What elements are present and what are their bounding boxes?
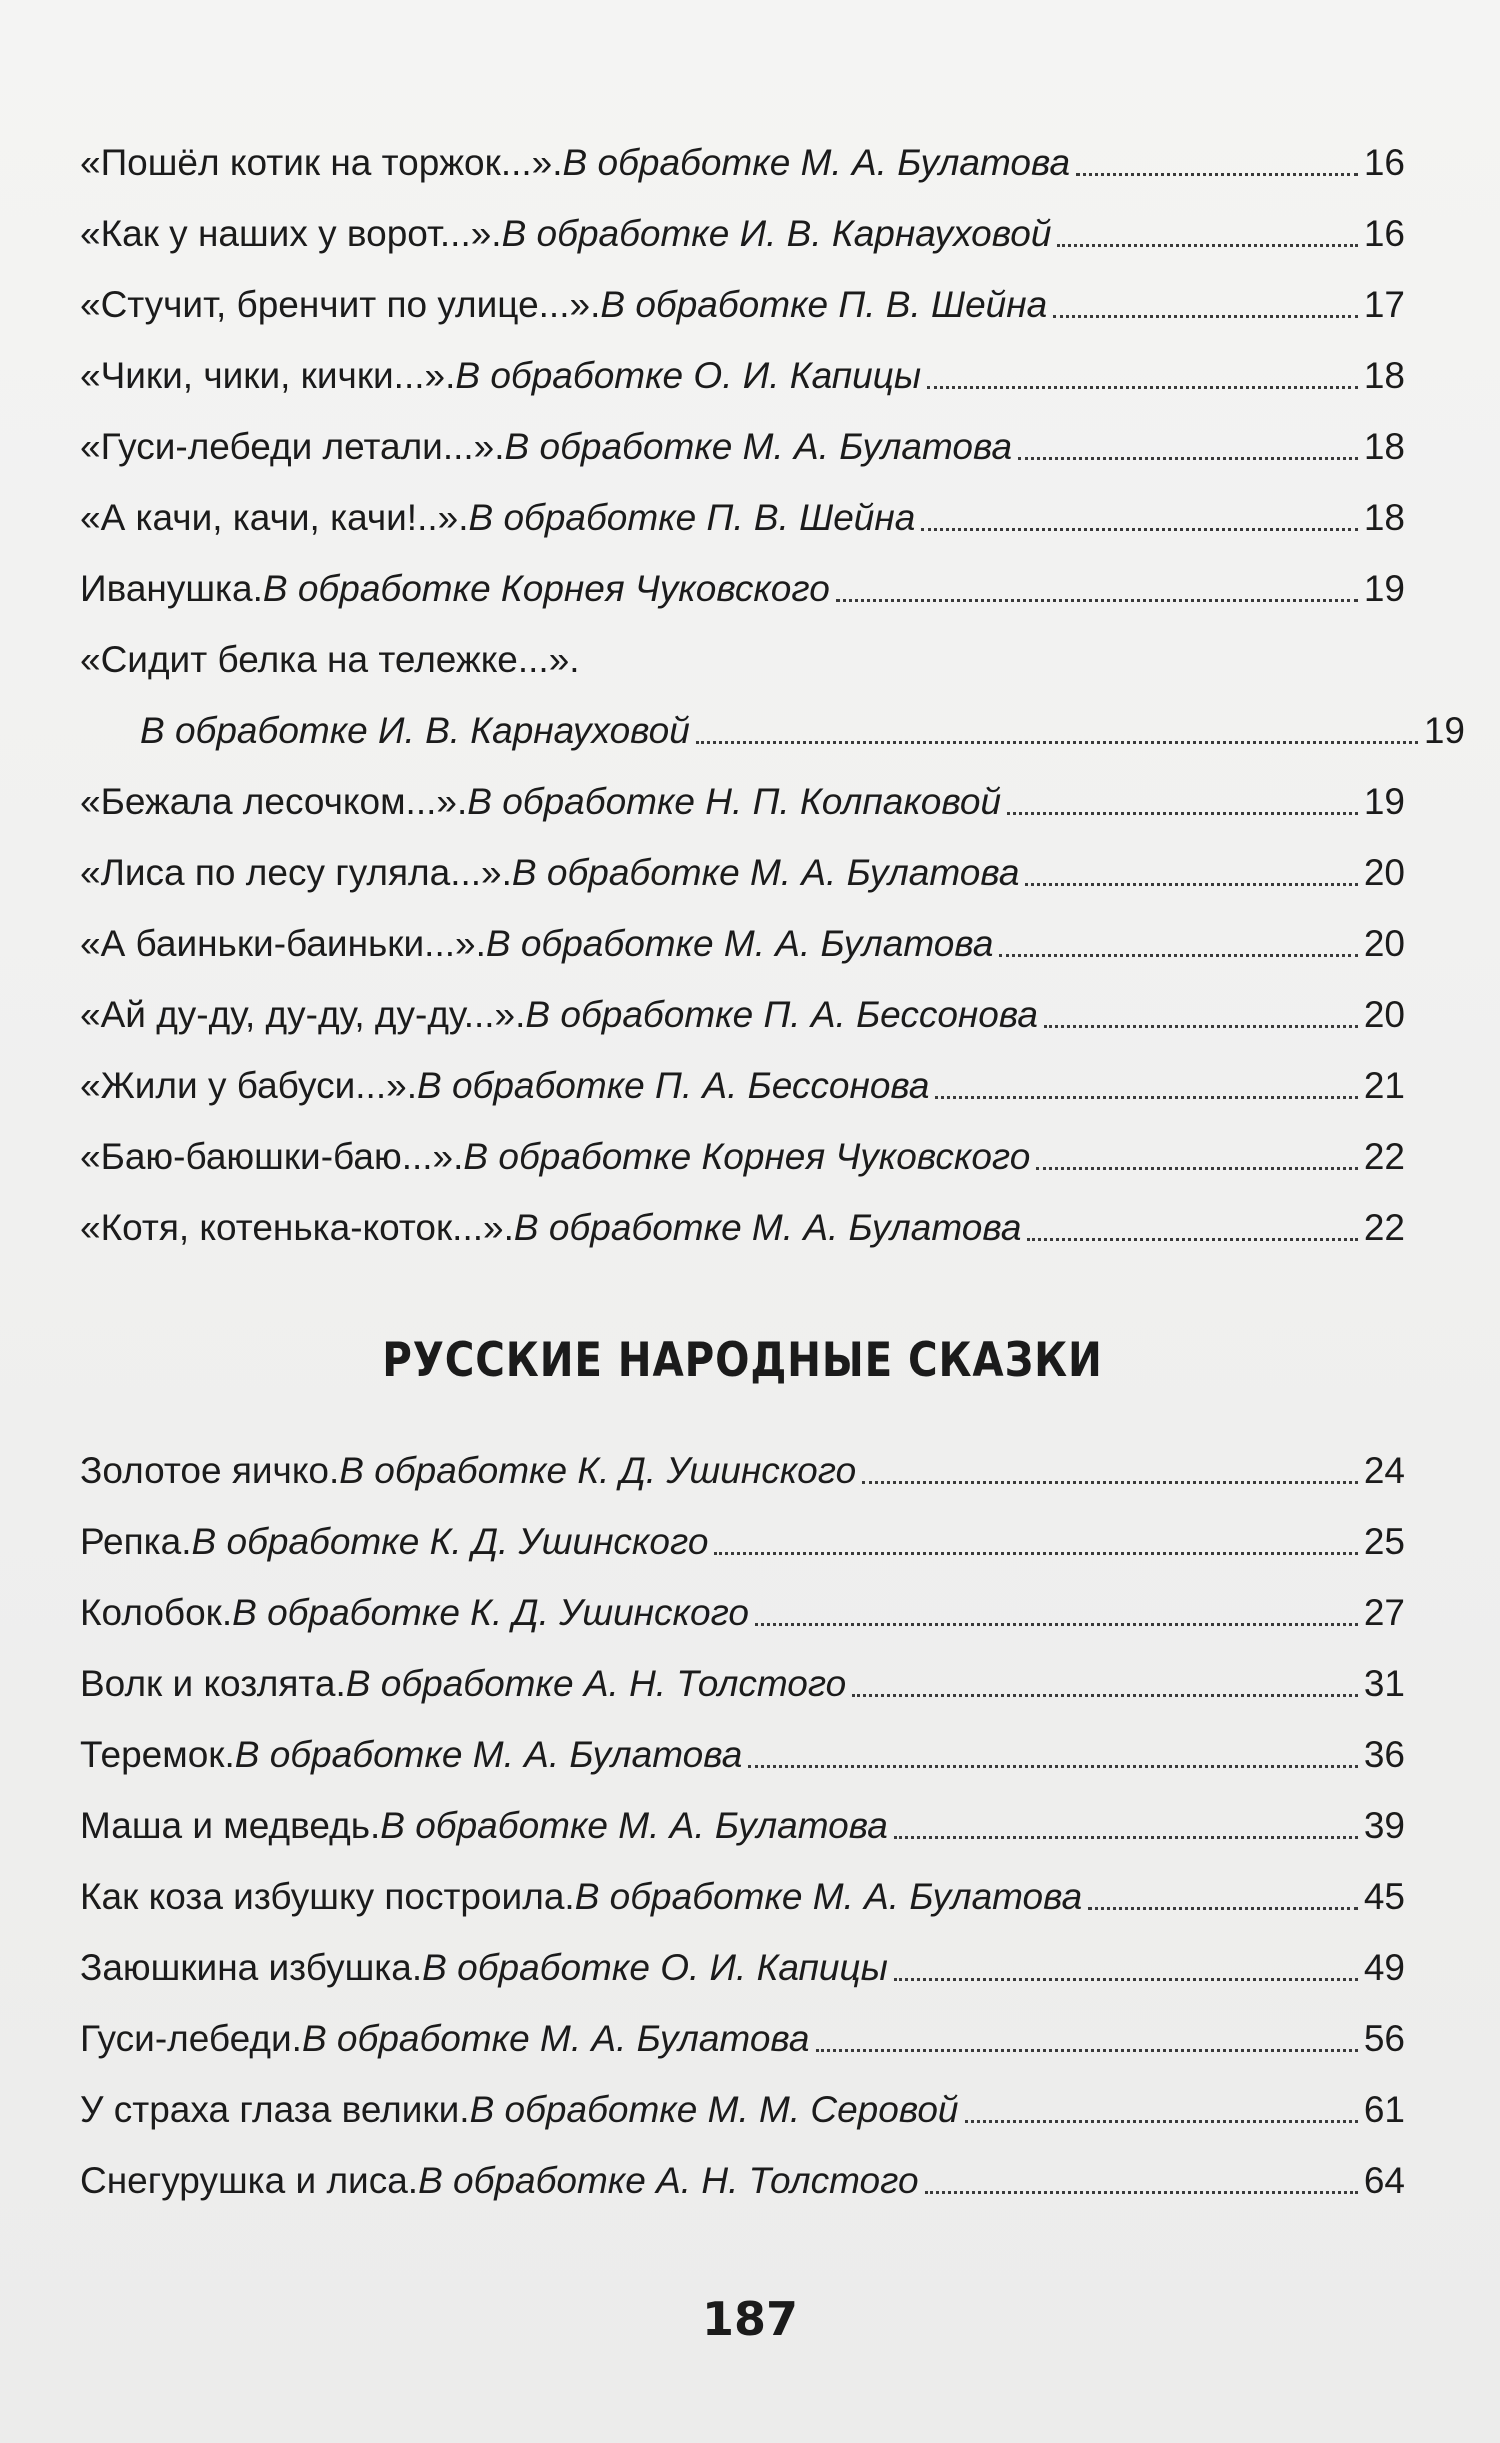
- toc-entry-title: «Как у наших у ворот...».: [80, 213, 502, 254]
- toc-entry: [80, 1048, 1405, 1108]
- toc-entry-author: В обработке И. В. Карнауховой: [140, 710, 690, 751]
- toc-entry-author: В обработке Корнея Чуковского: [262, 568, 830, 609]
- toc-entry: [80, 835, 1405, 895]
- toc-entry-page: 27: [1363, 1592, 1405, 1633]
- toc-entry-author: В обработке М. А. Булатова: [513, 1207, 1022, 1248]
- toc-entry: [80, 1930, 1405, 1990]
- dot-leader: [714, 1551, 1357, 1555]
- toc-entry-author: В обработке А. Н. Толстого: [418, 2160, 919, 2201]
- toc-entry: [80, 551, 1405, 611]
- dot-leader: [925, 2190, 1358, 2194]
- toc-entry-title: «Баю-баюшки-баю...».: [80, 1136, 464, 1177]
- toc-entry-author: В обработке П. В. Шейна: [600, 284, 1048, 325]
- toc-entry-title: «Ай ду-ду, ду-ду, ду-ду...».: [80, 994, 526, 1035]
- toc-entry-title: «Жили у бабуси...».: [80, 1065, 417, 1106]
- toc-entry-author: В обработке Н. П. Колпаковой: [467, 781, 1002, 822]
- dot-leader: [1057, 243, 1357, 247]
- dot-leader: [894, 1977, 1358, 1981]
- toc-entry-page: 18: [1363, 355, 1405, 396]
- toc-entry: [80, 1646, 1405, 1706]
- toc-entry-author: В обработке М. А. Булатова: [234, 1734, 743, 1775]
- toc-entry-title: Иванушка.: [80, 568, 263, 609]
- toc-entry: [80, 125, 1405, 185]
- toc-entry: [80, 622, 1405, 682]
- toc-entry-title: «Гуси-лебеди летали...».: [80, 426, 505, 467]
- toc-entry-page: 20: [1363, 994, 1405, 1035]
- toc-entry-page: 22: [1363, 1136, 1405, 1177]
- toc-entry-title: «А качи, качи, качи!..».: [80, 497, 469, 538]
- dot-leader: [1044, 1024, 1358, 1028]
- dot-leader: [935, 1095, 1357, 1099]
- toc-entry: [80, 1859, 1405, 1919]
- toc-entry-title: Колобок.: [80, 1592, 233, 1633]
- toc-entry-page: 24: [1363, 1450, 1405, 1491]
- toc-entry-title: Как коза избушку построила.: [80, 1876, 575, 1917]
- toc-entry: [80, 693, 1465, 753]
- toc-entry-page: 18: [1363, 426, 1405, 467]
- toc-entry-title: «А баиньки-баиньки...».: [80, 923, 486, 964]
- dot-leader: [862, 1480, 1358, 1484]
- toc-entry-page: 19: [1423, 710, 1465, 751]
- toc-entry-author: В обработке О. И. Капицы: [422, 1947, 888, 1988]
- toc-entry: [80, 409, 1405, 469]
- toc-entry: [80, 1788, 1405, 1848]
- toc-entry-page: 19: [1363, 781, 1405, 822]
- dot-leader: [748, 1764, 1358, 1768]
- section-heading: РУССКИЕ НАРОДНЫЕ СКАЗКИ: [382, 1333, 1103, 1388]
- toc-entry-author: В обработке П. В. Шейна: [468, 497, 916, 538]
- toc-entry-page: 22: [1363, 1207, 1405, 1248]
- dot-leader: [836, 598, 1358, 602]
- toc-entry-title: Теремок.: [80, 1734, 235, 1775]
- toc-entry: [80, 267, 1405, 327]
- toc-entry: [80, 764, 1405, 824]
- toc-entry-title: «Котя, котенька-коток...».: [80, 1207, 514, 1248]
- toc-entry-title: Маша и медведь.: [80, 1805, 381, 1846]
- toc-entry-title: Заюшкина избушка.: [80, 1947, 423, 1988]
- toc-entry: [80, 2001, 1405, 2061]
- dot-leader: [852, 1693, 1358, 1697]
- toc-entry-page: 64: [1363, 2160, 1405, 2201]
- toc-entry: [80, 1717, 1405, 1777]
- toc-entry-page: 18: [1363, 497, 1405, 538]
- toc-entry: [80, 1119, 1405, 1179]
- toc-entry: [80, 1504, 1405, 1564]
- toc-entry-author: В обработке А. Н. Толстого: [345, 1663, 847, 1704]
- toc-entry-title: Волк и козлята.: [80, 1663, 346, 1704]
- toc-entry-author: В обработке М. М. Серовой: [469, 2089, 959, 2130]
- toc-entry-page: 39: [1363, 1805, 1405, 1846]
- toc-entry-author: В обработке И. В. Карнауховой: [501, 213, 1052, 254]
- dot-leader: [1053, 314, 1358, 318]
- toc-entry-page: 19: [1363, 568, 1405, 609]
- toc-entry-page: 49: [1363, 1947, 1405, 1988]
- toc-entry-page: 25: [1363, 1521, 1405, 1562]
- toc-entry: [80, 2143, 1405, 2203]
- toc-entry-page: 17: [1363, 284, 1405, 325]
- dot-leader: [1036, 1166, 1358, 1170]
- toc-entry-title: «Пошёл котик на торжок...».: [80, 142, 563, 183]
- dot-leader: [894, 1835, 1358, 1839]
- toc-entry: [80, 977, 1405, 1037]
- toc-entry-title: «Лиса по лесу гуляла...».: [80, 852, 512, 893]
- toc-entry: [80, 2072, 1405, 2132]
- dot-leader: [999, 953, 1357, 957]
- toc-entry-author: В обработке М. А. Булатова: [511, 852, 1020, 893]
- toc-entry-page: 31: [1363, 1663, 1405, 1704]
- toc-entry-page: 16: [1363, 142, 1405, 183]
- toc-entry-author: В обработке П. А. Бессонова: [525, 994, 1038, 1035]
- toc-entry-title: «Сидит белка на тележке...».: [80, 639, 580, 680]
- toc-entry-page: 61: [1363, 2089, 1405, 2130]
- dot-leader: [1018, 456, 1358, 460]
- toc-entry-page: 20: [1363, 923, 1405, 964]
- toc-entry-author: В обработке М. А. Булатова: [504, 426, 1013, 467]
- toc-entry: [80, 906, 1405, 966]
- dot-leader: [965, 2119, 1358, 2123]
- toc-entry-page: 45: [1363, 1876, 1405, 1917]
- dot-leader: [816, 2048, 1358, 2052]
- toc-entry: [80, 338, 1405, 398]
- toc-entry-author: В обработке М. А. Булатова: [562, 142, 1071, 183]
- toc-entry-author: В обработке М. А. Булатова: [380, 1805, 888, 1846]
- dot-leader: [696, 740, 1418, 744]
- toc-entry: [80, 196, 1405, 256]
- toc-entry-author: В обработке Корнея Чуковского: [463, 1136, 1031, 1177]
- toc-entry-author: В обработке П. А. Бессонова: [416, 1065, 930, 1106]
- toc-entry-author: В обработке О. И. Капицы: [455, 355, 922, 396]
- dot-leader: [1088, 1906, 1358, 1910]
- toc-entry-page: 36: [1363, 1734, 1405, 1775]
- dot-leader: [1027, 1237, 1357, 1241]
- dot-leader: [921, 527, 1358, 531]
- toc-entry-author: В обработке М. А. Булатова: [574, 1876, 1083, 1917]
- toc-entry: [80, 1433, 1405, 1493]
- toc-entry-author: В обработке К. Д. Ушинского: [339, 1450, 857, 1491]
- toc-entry-page: 21: [1363, 1065, 1405, 1106]
- toc-entry-title: «Стучит, бренчит по улице...».: [80, 284, 601, 325]
- toc-entry-author: В обработке М. А. Булатова: [301, 2018, 810, 2059]
- toc-entry-page: 16: [1363, 213, 1405, 254]
- toc-entry-title: Снегурушка и лиса.: [80, 2160, 419, 2201]
- toc-entry-title: Репка.: [80, 1521, 192, 1562]
- toc-entry-author: В обработке К. Д. Ушинского: [191, 1521, 709, 1562]
- toc-entry-title: «Чики, чики, кички...».: [80, 355, 456, 396]
- toc-entry-page: 56: [1363, 2018, 1405, 2059]
- toc-entry-author: В обработке К. Д. Ушинского: [232, 1592, 750, 1633]
- toc-entry: [80, 1190, 1405, 1250]
- toc-entry-title: У страха глаза велики.: [80, 2089, 470, 2130]
- toc-entry-title: Гуси-лебеди.: [80, 2018, 302, 2059]
- toc-entry-author: В обработке М. А. Булатова: [485, 923, 994, 964]
- toc-entry-page: 20: [1363, 852, 1405, 893]
- toc-entry-title: Золотое яичко.: [80, 1450, 340, 1491]
- toc-entry: [80, 1575, 1405, 1635]
- dot-leader: [1025, 882, 1357, 886]
- dot-leader: [927, 385, 1358, 389]
- dot-leader: [1076, 172, 1358, 176]
- dot-leader: [755, 1622, 1358, 1626]
- toc-entry: [80, 480, 1405, 540]
- toc-entry-title: «Бежала лесочком...».: [80, 781, 468, 822]
- dot-leader: [1007, 811, 1358, 815]
- page-number: 187: [701, 2292, 799, 2346]
